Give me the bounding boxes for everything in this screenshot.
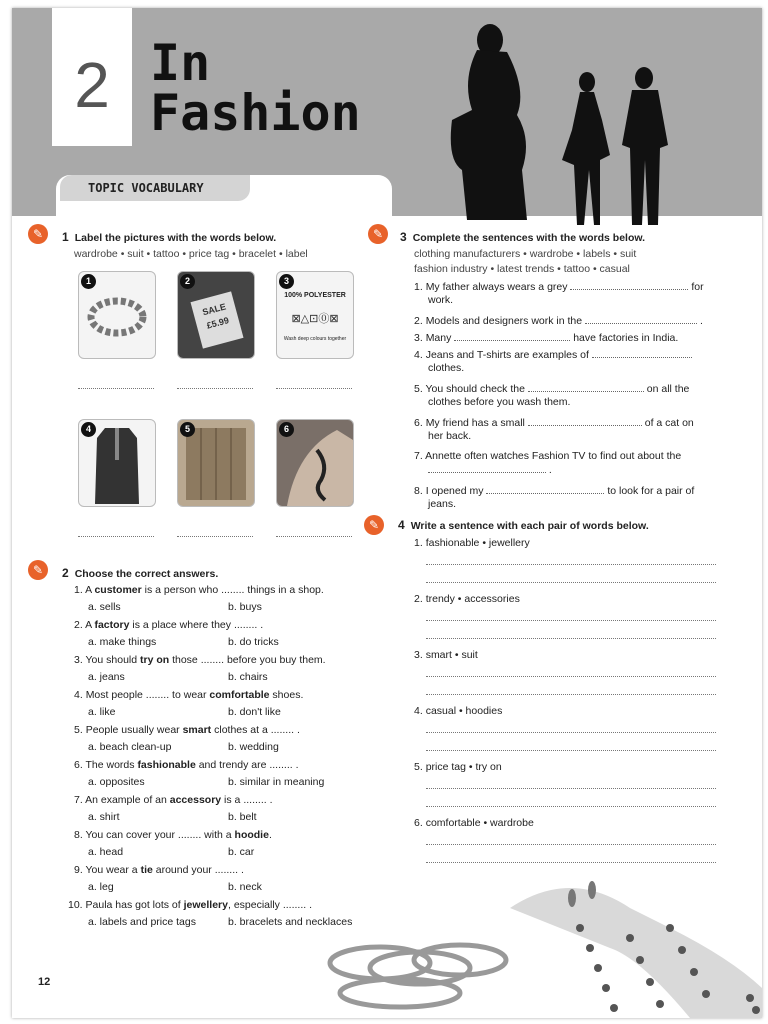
option-b[interactable]: b. bracelets and necklaces <box>228 916 353 928</box>
word-pair-5: 5. price tag • try on <box>414 761 502 773</box>
option-b[interactable]: b. do tricks <box>228 636 279 648</box>
exercise-4-number: 4 <box>398 518 405 532</box>
answer-line[interactable] <box>177 536 253 537</box>
topic-vocabulary-tab: TOPIC VOCABULARY <box>60 175 250 201</box>
writing-line[interactable] <box>426 732 716 733</box>
question-5: 5. People usually wear smart clothes at a ........ . <box>74 724 300 736</box>
word-pair-2: 2. trendy • accessories <box>414 593 520 605</box>
sentence-8: 8. I opened my to look for a pair of jeans. <box>414 485 695 510</box>
answer-line[interactable] <box>276 536 352 537</box>
pencil-icon: ✎ <box>364 515 384 535</box>
chapter-title-line2: Fashion <box>150 84 361 142</box>
jewellery-image <box>310 868 762 1018</box>
exercise-1-number: 1 <box>62 230 69 244</box>
option-a[interactable]: a. make things <box>88 636 157 648</box>
blank[interactable] <box>570 280 688 290</box>
exercise-3-instruction: Complete the sentences with the words below. <box>412 232 646 244</box>
exercise-2-number: 2 <box>62 566 69 580</box>
workbook-page <box>12 8 762 1018</box>
option-a[interactable]: a. head <box>88 846 124 858</box>
answer-line[interactable] <box>78 388 154 389</box>
sentence-5: 5. You should check the on all the clothes before you wash them. <box>414 383 690 408</box>
writing-line[interactable] <box>426 806 716 807</box>
chapter-title <box>150 34 361 142</box>
question-1: 1. A customer is a person who ........ things in a shop. <box>74 584 324 596</box>
answer-line[interactable] <box>276 388 352 389</box>
chapter-title-line1: In <box>150 34 211 92</box>
question-4: 4. Most people ........ to wear comfortable shoes. <box>74 689 304 701</box>
question-10: 10. Paula has got lots of jewellery, especially ........ . <box>68 899 313 911</box>
fashion-silhouettes-image <box>432 20 672 230</box>
option-b[interactable]: b. belt <box>228 811 257 823</box>
writing-line[interactable] <box>426 862 716 863</box>
picture-badge: 3 <box>279 274 294 289</box>
answer-line[interactable] <box>177 388 253 389</box>
option-b[interactable]: b. wedding <box>228 741 279 753</box>
picture-3-label <box>276 271 354 359</box>
blank[interactable] <box>528 416 642 426</box>
pencil-icon: ✎ <box>28 224 48 244</box>
writing-line[interactable] <box>426 788 716 789</box>
sentence-7: 7. Annette often watches Fashion TV to find out about the . <box>414 450 682 476</box>
word-pair-1: 1. fashionable • jewellery <box>414 537 530 549</box>
option-b[interactable]: b. similar in meaning <box>228 776 325 788</box>
blank[interactable] <box>454 331 570 341</box>
sentence-2: 2. Models and designers work in the . <box>414 315 703 327</box>
word-pair-6: 6. comfortable • wardrobe <box>414 817 534 829</box>
option-b[interactable]: b. neck <box>228 881 262 893</box>
question-8: 8. You can cover your ........ with a hoodie. <box>74 829 272 841</box>
writing-line[interactable] <box>426 620 716 621</box>
question-3: 3. You should try on those ........ before you buy them. <box>74 654 326 666</box>
picture-1-bracelet <box>78 271 156 359</box>
exercise-2-heading <box>62 566 218 580</box>
word-pair-4: 4. casual • hoodies <box>414 705 503 717</box>
pencil-icon: ✎ <box>368 224 388 244</box>
exercise-1-word-list: wardrobe • suit • tattoo • price tag • bracelet • label <box>74 248 308 260</box>
sentence-4: 4. Jeans and T-shirts are examples of clothes. <box>414 348 714 375</box>
answer-line[interactable] <box>78 536 154 537</box>
price-tag-price-text: £5.99 <box>205 315 230 331</box>
picture-badge: 6 <box>279 422 294 437</box>
sentence-3: 3. Many have factories in India. <box>414 332 679 344</box>
option-a[interactable]: a. shirt <box>88 811 120 823</box>
option-a[interactable]: a. jeans <box>88 671 125 683</box>
writing-line[interactable] <box>426 638 716 639</box>
picture-6-tattoo <box>276 419 354 507</box>
page-number: 12 <box>38 976 51 988</box>
option-a[interactable]: a. sells <box>88 601 121 613</box>
question-6: 6. The words fashionable and trendy are ........ . <box>74 759 299 771</box>
picture-badge: 2 <box>180 274 195 289</box>
option-b[interactable]: b. don't like <box>228 706 281 718</box>
exercise-3-word-list-1: clothing manufacturers • wardrobe • labels • suit <box>414 248 637 260</box>
option-a[interactable]: a. opposites <box>88 776 145 788</box>
question-9: 9. You wear a tie around your ........ . <box>74 864 244 876</box>
blank[interactable] <box>528 382 644 392</box>
label-text-wash: Wash deep colours together <box>283 336 347 342</box>
blank[interactable] <box>585 314 697 324</box>
writing-line[interactable] <box>426 750 716 751</box>
option-a[interactable]: a. beach clean-up <box>88 741 172 753</box>
picture-2-price-tag <box>177 271 255 359</box>
picture-4-suit <box>78 419 156 507</box>
exercise-4-instruction: Write a sentence with each pair of words below. <box>410 520 649 532</box>
writing-line[interactable] <box>426 676 716 677</box>
option-a[interactable]: a. labels and price tags <box>88 916 196 928</box>
option-a[interactable]: a. like <box>88 706 116 718</box>
exercise-3-heading <box>400 230 645 244</box>
question-7: 7. An example of an accessory is a ........ . <box>74 794 273 806</box>
writing-line[interactable] <box>426 564 716 565</box>
picture-badge: 5 <box>180 422 195 437</box>
blank[interactable] <box>428 463 546 473</box>
picture-badge: 4 <box>81 422 96 437</box>
writing-line[interactable] <box>426 694 716 695</box>
blank[interactable] <box>486 484 604 494</box>
chapter-number: 2 <box>74 49 110 121</box>
exercise-3-number: 3 <box>400 230 407 244</box>
label-text-polyester: 100% POLYESTER <box>284 292 346 299</box>
option-b[interactable]: b. buys <box>228 601 262 613</box>
writing-line[interactable] <box>426 844 716 845</box>
sentence-6: 6. My friend has a small of a cat on her back. <box>414 417 694 442</box>
exercise-2-instruction: Choose the correct answers. <box>74 568 219 580</box>
option-b[interactable]: b. chairs <box>228 671 268 683</box>
word-pair-3: 3. smart • suit <box>414 649 478 661</box>
picture-badge: 1 <box>81 274 96 289</box>
price-tag-sale-text: SALE <box>201 301 228 318</box>
option-b[interactable]: b. car <box>228 846 255 858</box>
question-2: 2. A factory is a place where they ........ . <box>74 619 264 631</box>
writing-line[interactable] <box>426 582 716 583</box>
sentence-1: 1. My father always wears a grey for work. <box>414 281 704 306</box>
picture-5-wardrobe <box>177 419 255 507</box>
exercise-1-instruction: Label the pictures with the words below. <box>74 232 277 244</box>
care-symbols-icon: ⊠△⊡⓪⊠ <box>291 313 339 325</box>
exercise-4-heading <box>398 518 649 532</box>
option-a[interactable]: a. leg <box>88 881 114 893</box>
exercise-1-heading <box>62 230 276 244</box>
exercise-3-word-list-2: fashion industry • latest trends • tattoo • casual <box>414 263 630 275</box>
blank[interactable] <box>592 348 692 358</box>
pencil-icon: ✎ <box>28 560 48 580</box>
price-tag-card <box>191 291 244 348</box>
